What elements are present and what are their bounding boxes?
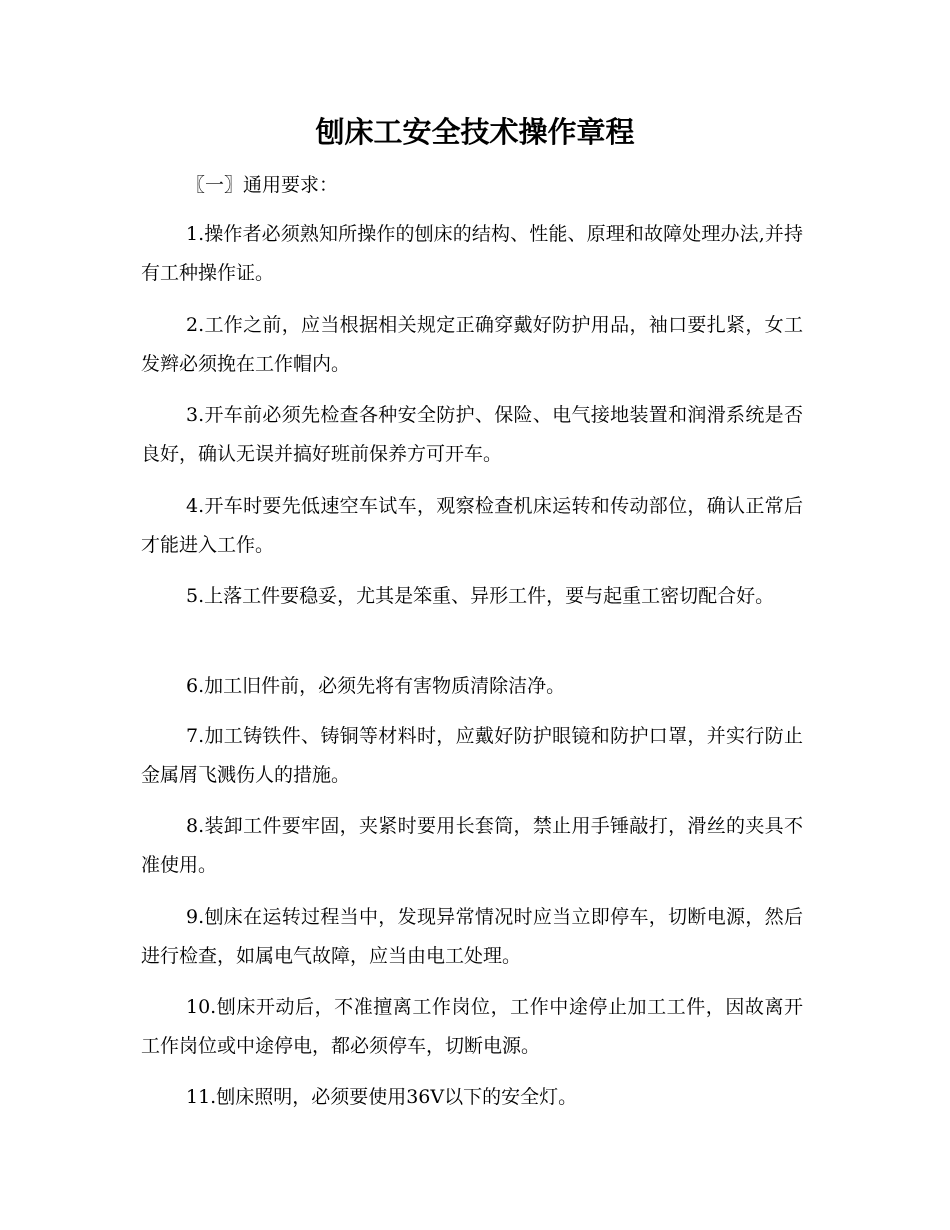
rule-item-5: 5.上落工件要稳妥，尤其是笨重、异形工件，要与起重工密切配合好。 <box>186 585 775 607</box>
rule-item-3: 3.开车前必须先检查各种安全防护、保险、电气接地装置和润滑系统是否良好，确认无误并搞好班前保养方可开车。 <box>141 404 803 465</box>
rule-item-2: 2.工作之前，应当根据相关规定正确穿戴好防护用品，袖口要扎紧，女工发辫必须挽在工作帽内。 <box>141 314 803 375</box>
rule-item-4: 4.开车时要先低速空车试车，观察检查机床运转和传动部位，确认正常后才能进入工作。 <box>141 495 803 556</box>
section-heading: 〖一〗通用要求： <box>186 174 339 196</box>
rule-item-9: 9.刨床在运转过程当中，发现异常情况时应当立即停车，切断电源，然后进行检查，如属电气故障，应当由电工处理。 <box>141 906 803 967</box>
page-title: 刨床工安全技术操作章程 <box>315 115 635 149</box>
rule-item-8: 8.装卸工件要牢固，夹紧时要用长套筒，禁止用手锤敲打，滑丝的夹具不准使用。 <box>141 815 803 876</box>
rule-item-7: 7.加工铸铁件、铸铜等材料时，应戴好防护眼镜和防护口罩，并实行防止金属屑飞溅伤人的措施。 <box>141 725 803 786</box>
rule-item-10: 10.刨床开动后，不准擅离工作岗位，工作中途停止加工工件，因故离开工作岗位或中途停电，都必须停车，切断电源。 <box>141 996 803 1057</box>
rule-item-11: 11.刨床照明，必须要使用36V以下的安全灯。 <box>186 1086 578 1108</box>
rule-item-1: 1.操作者必须熟知所操作的刨床的结构、性能、原理和故障处理办法,并持有工种操作证。 <box>141 223 803 284</box>
rule-item-6: 6.加工旧件前，必须先将有害物质清除洁净。 <box>186 675 566 697</box>
